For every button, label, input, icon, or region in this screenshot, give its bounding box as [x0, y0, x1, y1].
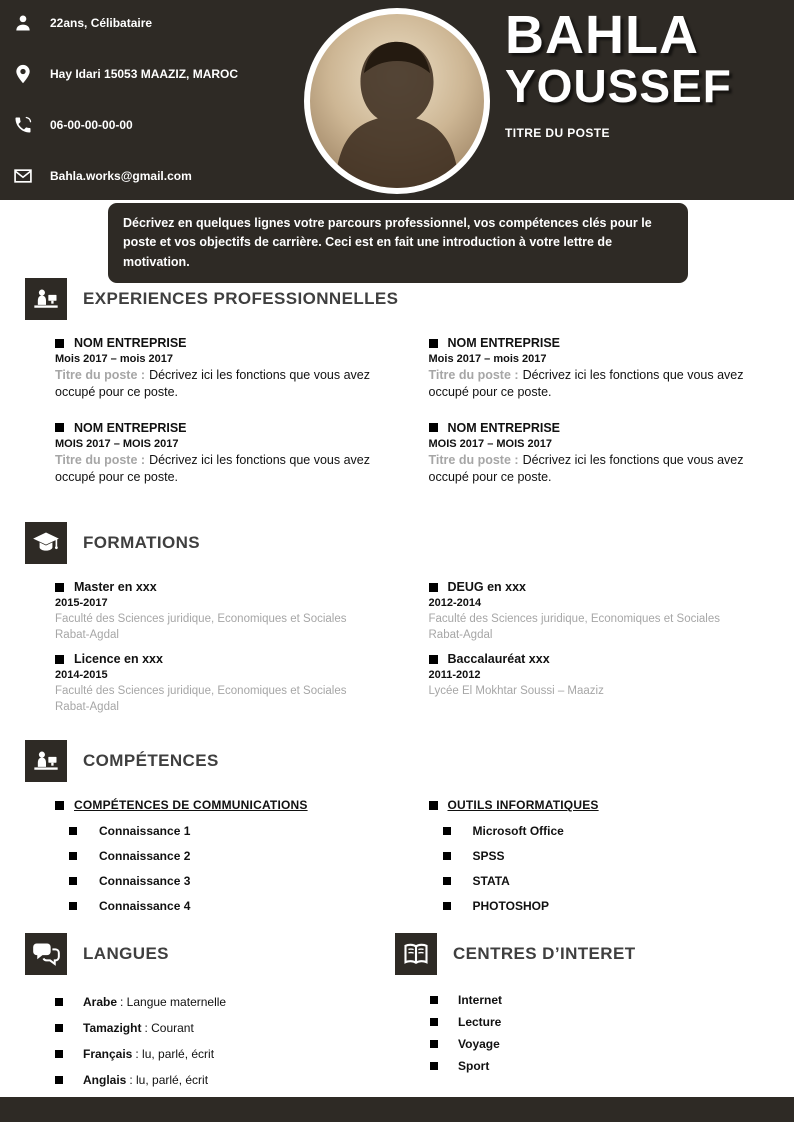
speech-bubbles-icon	[25, 933, 67, 975]
bullet-square	[55, 1024, 63, 1032]
formations-grid	[55, 580, 744, 724]
competence-item	[443, 849, 745, 863]
email-icon	[12, 165, 34, 187]
formation-entry	[429, 652, 745, 699]
degree-name: Baccalauréat xxx	[447, 652, 550, 667]
competence-label: STATA	[472, 874, 510, 888]
graduation-cap-icon	[25, 522, 67, 564]
degree-name: Licence en xxx	[74, 652, 163, 667]
bullet-square	[429, 423, 438, 432]
interet-label: Voyage	[458, 1037, 500, 1051]
last-name: YOUSSEF	[505, 60, 732, 112]
role-description: Décrivez ici les fonctions que vous avez occupé pour ce poste.	[428, 368, 744, 399]
phone-icon	[12, 114, 34, 136]
interet-label: Lecture	[458, 1015, 502, 1029]
formation-period: 2014-2015	[55, 669, 108, 682]
role-description: Décrivez ici les fonctions que vous avez occupé pour ce poste.	[55, 368, 370, 399]
role-label: Titre du poste :	[55, 452, 146, 467]
bullet-square	[429, 801, 438, 810]
formations-column-left	[55, 580, 371, 724]
competence-items	[69, 824, 371, 913]
bullet-square	[443, 827, 451, 835]
langue-level: : lu, parlé, écrit	[129, 1073, 209, 1087]
langues-header	[25, 933, 395, 975]
bullet-square	[430, 1062, 438, 1070]
langues-list	[55, 993, 395, 1089]
experience-grid	[55, 336, 744, 506]
bullet-square	[69, 852, 77, 860]
competence-item	[443, 899, 745, 913]
langue-item	[55, 1045, 395, 1063]
degree-name: Master en xxx	[74, 580, 157, 594]
interet-item	[430, 1037, 794, 1051]
langue-level: : Courant	[144, 1021, 194, 1035]
bullet-square	[443, 902, 451, 910]
langue-text	[83, 1019, 194, 1037]
contact-row-email	[12, 165, 238, 187]
competence-label: Connaissance 4	[99, 899, 191, 913]
langues-title: LANGUES	[83, 944, 169, 963]
langue-item	[55, 1019, 395, 1037]
experience-description	[429, 367, 745, 401]
formations-column-right	[429, 580, 745, 724]
experience-period: Mois 2017 – mois 2017	[55, 353, 174, 365]
bullet-square	[55, 998, 63, 1006]
bullet-square	[55, 339, 64, 348]
competence-label: Connaissance 1	[99, 824, 191, 838]
job-title: TITRE DU POSTE	[505, 126, 610, 141]
competence-group-title: COMPÉTENCES DE COMMUNICATIONS	[74, 798, 308, 812]
bullet-square	[430, 1040, 438, 1048]
contact-age-text: 22ans, Célibataire	[50, 16, 153, 30]
open-book-icon	[395, 933, 437, 975]
langue-name: Anglais	[83, 1073, 127, 1087]
portrait-silhouette	[310, 14, 484, 188]
interets-list	[430, 993, 794, 1073]
competences-grid	[55, 798, 744, 913]
formation-school: Lycée El Mokhtar Soussi – Maaziz	[428, 685, 604, 698]
person-icon	[12, 12, 34, 34]
formation-period: 2011-2012	[428, 669, 481, 682]
experience-entry	[429, 421, 745, 486]
formation-school: Faculté des Sciences juridique, Economiques et Sociales Rabat-Agdal	[55, 685, 347, 714]
bullet-square	[55, 1050, 63, 1058]
interets-block	[395, 933, 794, 1089]
interet-item	[430, 1015, 794, 1029]
bullet-square	[430, 1018, 438, 1026]
bullet-square	[55, 801, 64, 810]
location-pin-icon	[12, 63, 34, 85]
experience-entry	[55, 421, 371, 486]
langue-text	[83, 993, 226, 1011]
experience-entry	[55, 336, 371, 401]
langue-item	[55, 1071, 395, 1089]
interet-label: Internet	[458, 993, 503, 1007]
competence-group-title: OUTILS INFORMATIQUES	[447, 798, 599, 812]
role-label: Titre du poste :	[428, 368, 519, 382]
contact-info	[12, 12, 238, 187]
experience-header	[25, 278, 794, 320]
bullet-square	[55, 655, 64, 664]
footer-bar	[0, 1097, 794, 1122]
formation-entry	[429, 580, 745, 643]
bullet-square	[429, 655, 438, 664]
competence-item	[443, 824, 745, 838]
formation-entry	[55, 652, 371, 715]
competence-item	[443, 874, 745, 888]
competence-item	[69, 849, 371, 863]
interets-title: CENTRES D’INTERET	[453, 944, 636, 963]
langues-block	[0, 933, 395, 1089]
summary-box: Décrivez en quelques lignes votre parcours professionnel, vos compétences clés pour le poste et vos objectifs de carrière. Ceci est en fait une introduction à votre lettre de motivation.	[108, 203, 688, 283]
langue-level: : lu, parlé, écrit	[135, 1047, 215, 1061]
competence-group-communications	[55, 798, 371, 913]
company-name: NOM ENTREPRISE	[74, 420, 187, 435]
formation-period: 2015-2017	[55, 597, 108, 609]
contact-address-text: Hay Idari 15053 MAAZIZ, MAROC	[50, 67, 239, 81]
person-desk-icon	[25, 740, 67, 782]
contact-phone-text: 06-00-00-00-00	[50, 118, 133, 132]
competence-label: Connaissance 2	[99, 849, 191, 863]
experience-column-right	[429, 336, 745, 506]
bullet-square	[443, 852, 451, 860]
competence-group-outils	[429, 798, 745, 913]
langue-name: Arabe	[83, 995, 118, 1009]
langue-name: Français	[83, 1047, 133, 1061]
competences-title: COMPÉTENCES	[83, 751, 219, 770]
bullet-square	[55, 423, 64, 432]
competence-item	[69, 824, 371, 838]
formations-header	[25, 522, 794, 564]
experience-description	[55, 452, 371, 486]
formation-entry	[55, 580, 371, 643]
bullet-square	[429, 339, 438, 348]
bullet-square	[55, 1076, 63, 1084]
bullet-square	[430, 996, 438, 1004]
name-block	[505, 5, 732, 141]
contact-row-age	[12, 12, 238, 34]
bullet-square	[55, 583, 64, 592]
experience-description	[55, 367, 371, 401]
bullet-square	[69, 902, 77, 910]
competence-item	[69, 899, 371, 913]
person-desk-icon	[25, 278, 67, 320]
experience-entry	[429, 336, 745, 401]
first-name: BAHLA	[505, 5, 699, 65]
bullet-square	[69, 827, 77, 835]
interet-item	[430, 993, 794, 1007]
contact-row-address	[12, 63, 238, 85]
formation-school: Faculté des Sciences juridique, Economiques et Sociales Rabat-Agdal	[428, 613, 720, 642]
competence-items	[443, 824, 745, 913]
formations-title: FORMATIONS	[83, 533, 201, 552]
contact-row-phone	[12, 114, 238, 136]
header	[0, 0, 794, 200]
role-description: Décrivez ici les fonctions que vous avez occupé pour ce poste.	[55, 452, 370, 484]
experience-period: Mois 2017 – mois 2017	[428, 353, 547, 365]
section-formations	[0, 522, 794, 724]
section-langues-interets	[0, 933, 794, 1089]
langue-text	[83, 1071, 208, 1089]
section-experience	[0, 278, 794, 506]
experience-period: MOIS 2017 – MOIS 2017	[428, 437, 553, 450]
interet-item	[430, 1059, 794, 1073]
competence-item	[69, 874, 371, 888]
competence-label: SPSS	[472, 849, 505, 863]
contact-email-text: Bahla.works@gmail.com	[50, 169, 192, 183]
role-description: Décrivez ici les fonctions que vous avez occupé pour ce poste.	[428, 452, 744, 484]
bullet-square	[69, 877, 77, 885]
interets-header	[395, 933, 794, 975]
interet-label: Sport	[458, 1059, 490, 1073]
competences-header	[25, 740, 794, 782]
competence-label: Microsoft Office	[472, 824, 564, 838]
experience-period: MOIS 2017 – MOIS 2017	[55, 437, 179, 450]
competence-label: PHOTOSHOP	[472, 899, 549, 913]
langue-item	[55, 993, 395, 1011]
formation-school: Faculté des Sciences juridique, Economiques et Sociales Rabat-Agdal	[55, 613, 347, 642]
langue-text	[83, 1045, 214, 1063]
langue-level: : Langue maternelle	[120, 995, 227, 1009]
bullet-square	[429, 583, 438, 592]
role-label: Titre du poste :	[428, 452, 519, 467]
competence-label: Connaissance 3	[99, 874, 191, 888]
experience-title: EXPERIENCES PROFESSIONNELLES	[83, 289, 399, 308]
company-name: NOM ENTREPRISE	[447, 336, 561, 350]
company-name: NOM ENTREPRISE	[74, 336, 187, 350]
formation-period: 2012-2014	[428, 597, 482, 609]
experience-column-left	[55, 336, 371, 506]
company-name: NOM ENTREPRISE	[447, 420, 561, 435]
degree-name: DEUG en xxx	[447, 580, 527, 594]
experience-description	[429, 452, 745, 486]
langue-name: Tamazight	[83, 1021, 142, 1035]
bullet-square	[443, 877, 451, 885]
profile-photo	[304, 8, 490, 194]
role-label: Titre du poste :	[55, 368, 146, 382]
section-competences	[0, 740, 794, 913]
